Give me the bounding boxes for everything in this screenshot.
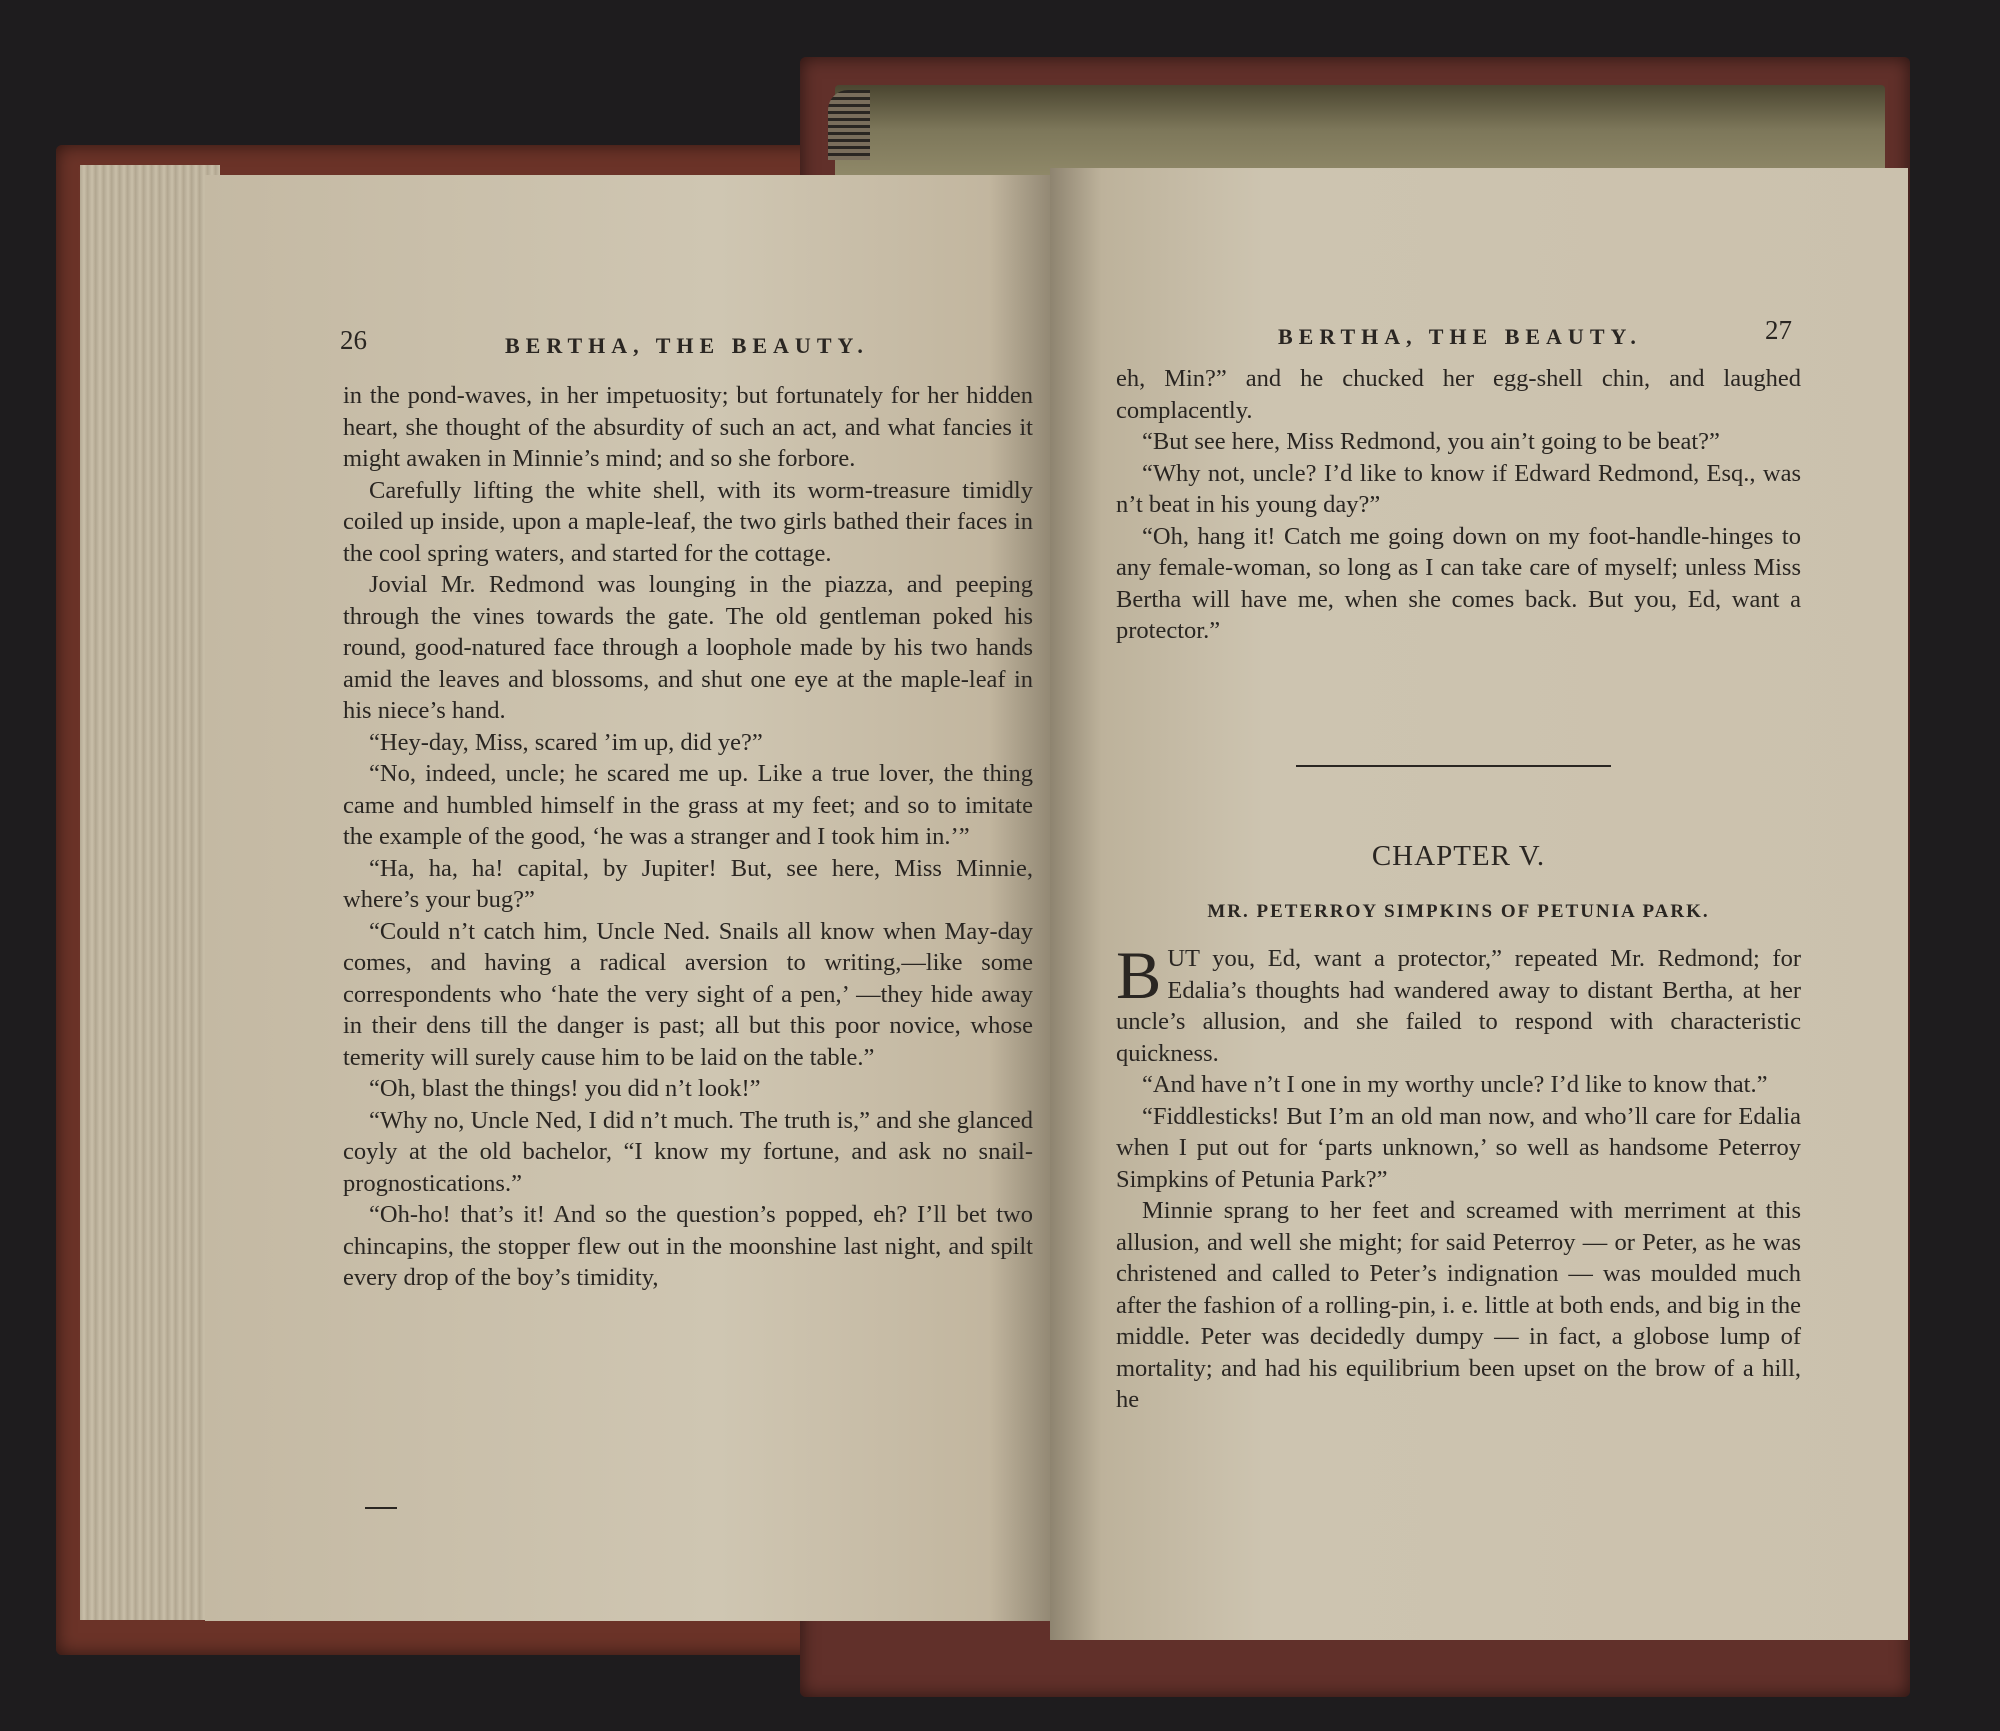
right-page bbox=[1050, 168, 1908, 1640]
left-page bbox=[205, 175, 1057, 1621]
left-page-body bbox=[343, 380, 1033, 1294]
paragraph: “Oh, hang it! Catch me going down on my foot-handle-hinges to any female-woman, so long as I can take care of myself; unless Miss Bertha will have me, when she comes back. But you, Ed, want a protector.” bbox=[1116, 522, 1801, 644]
opening-text: UT you, Ed, want a protector,” repeated Mr. Redmond; for Edalia’s thoughts had wandered away to distant Bertha, at her uncle’s allusion, and she failed to respond with characteristic quickness. bbox=[1116, 945, 1801, 1067]
running-head-right: BERTHA, THE BEAUTY. bbox=[1278, 324, 1642, 349]
running-head-left: BERTHA, THE BEAUTY. bbox=[505, 333, 869, 358]
page-end-mark bbox=[365, 1507, 397, 1509]
paragraph: “Ha, ha, ha! capital, by Jupiter! But, see here, Miss Minnie, where’s your bug?” bbox=[343, 854, 1033, 913]
chapter-subtitle: MR. PETERROY SIMPKINS OF PETUNIA PARK. bbox=[1207, 901, 1710, 922]
right-page-body-top bbox=[1116, 363, 1801, 647]
paragraph: “But see here, Miss Redmond, you ain’t going to be beat?” bbox=[1142, 428, 1720, 455]
paragraph: Carefully lifting the white shell, with its worm-treasure timidly coiled up inside, upon a maple-leaf, the two girls bathed their faces in the cool spring waters, and started for the cottage. bbox=[343, 476, 1033, 567]
paragraph: “Could n’t catch him, Uncle Ned. Snails all know when May-day comes, and having a radical aversion to writing,—like some correspondents who ‘hate the very sight of a pen,’ —they hide away in their dens till the danger is past; all but this poor novice, whose temerity will surely cause him to be laid on the table.” bbox=[343, 917, 1033, 1071]
drop-cap: B bbox=[1116, 937, 1162, 1013]
page-stack-left bbox=[80, 165, 220, 1620]
chapter-opening-paragraph bbox=[1116, 937, 1801, 1069]
paragraph: “And have n’t I one in my worthy uncle? I’d like to know that.” bbox=[1142, 1071, 1768, 1098]
spine-headband bbox=[828, 90, 870, 160]
page-number-right: 27 bbox=[1765, 315, 1792, 345]
paragraph: “No, indeed, uncle; he scared me up. Like a true lover, the thing came and humbled himself in the grass at my feet; and so to imitate the example of the good, ‘he was a stranger and I took him in.’” bbox=[343, 760, 1033, 850]
paragraph: “Why not, uncle? I’d like to know if Edward Redmond, Esq., was n’t beat in his young day?” bbox=[1116, 459, 1801, 518]
paragraph: eh, Min?” and he chucked her egg-shell chin, and laughed complacently. bbox=[1116, 365, 1801, 424]
right-page-body-bottom bbox=[1116, 937, 1801, 1416]
paragraph: in the pond-waves, in her impetuosity; but fortunately for her hidden heart, she thought of the absurdity of such an act, and what fancies it might awaken in Minnie’s mind; and so she forbore. bbox=[343, 382, 1033, 472]
chapter-title: CHAPTER V. bbox=[1371, 840, 1546, 872]
paragraph: “Hey-day, Miss, scared ’im up, did ye?” bbox=[369, 728, 763, 756]
paragraph: Jovial Mr. Redmond was lounging in the piazza, and peeping through the vines towards the gate. The old gentleman poked his round, good-natured face through a loophole made by his two hands amid the leaves and blossoms, and shut one eye at the maple-leaf in his niece’s hand. bbox=[343, 571, 1033, 724]
paragraph: “Oh-ho! that’s it! And so the question’s popped, eh? I’ll bet two chincapins, the stopper flew out in the moonshine last night, and spilt every drop of the boy’s timidity, bbox=[343, 1201, 1033, 1291]
page-block-top-edge bbox=[835, 85, 1885, 175]
paragraph: “Oh, blast the things! you did n’t look!” bbox=[369, 1075, 761, 1102]
paragraph: “Fiddlesticks! But I’m an old man now, and who’ll care for Edalia when I put out for ‘parts unknown,’ so well as handsome Peterroy Simpkins of Petunia Park?” bbox=[1116, 1102, 1801, 1193]
paragraph: “Why no, Uncle Ned, I did n’t much. The truth is,” and she glanced coyly at the old bachelor, “I know my fortune, and ask no snail-prognostications.” bbox=[343, 1106, 1033, 1197]
paragraph: Minnie sprang to her feet and screamed with merriment at this allusion, and well she might; for said Peterroy — or Peter, as he was christened and called to Peter’s indignation — was moulded much after the fashion of a rolling-pin, i. e. little at both ends, and big in the middle. Peter was decidedly dumpy — in fact, a globose lump of mortality; and had his equilibrium been upset on the brow of a hill, he bbox=[1116, 1197, 1801, 1413]
page-number-left: 26 bbox=[340, 325, 367, 355]
section-rule bbox=[1296, 765, 1611, 767]
